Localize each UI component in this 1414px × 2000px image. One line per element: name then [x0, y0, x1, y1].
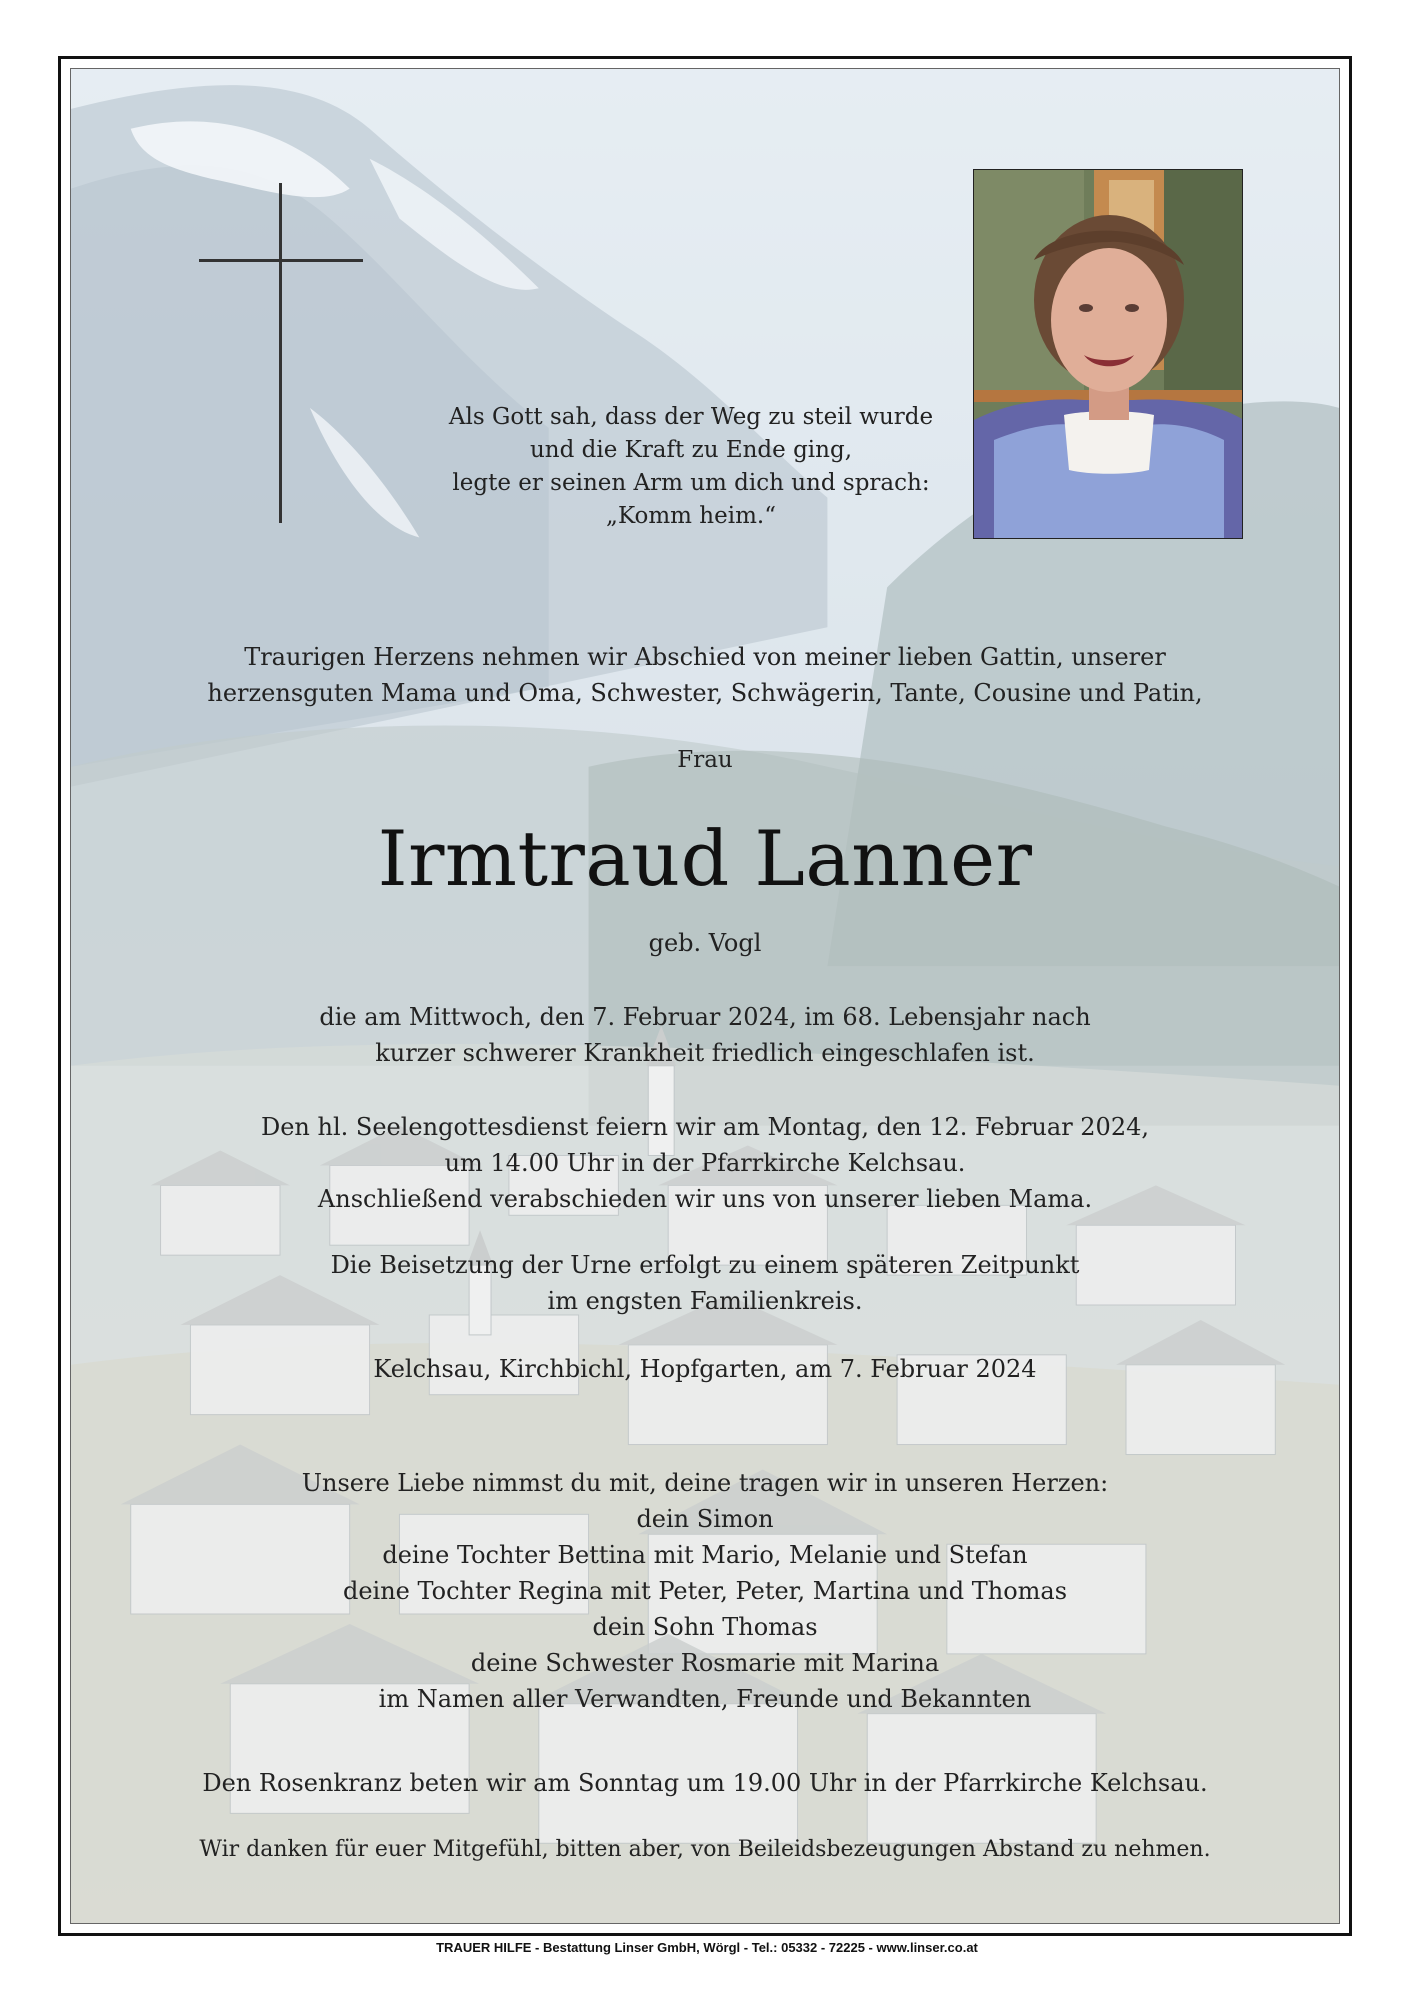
mourners-line: dein Simon	[636, 1505, 774, 1533]
requiem-line: Den hl. Seelengottesdienst feiern wir am Montag, den 12. Februar 2024,	[260, 1113, 1149, 1141]
poem-line: „Komm heim.“	[606, 503, 776, 529]
death-notice-line: die am Mittwoch, den 7. Februar 2024, im 68. Lebensjahr nach	[319, 1003, 1091, 1031]
mourners-list	[71, 1465, 1339, 1717]
mourners-line: im Namen aller Verwandten, Freunde und Bekannten	[378, 1685, 1032, 1713]
mourners-line: deine Schwester Rosmarie mit Marina	[470, 1649, 940, 1677]
intro-text	[71, 639, 1339, 711]
notice-frame	[58, 56, 1352, 1936]
mourners-line: deine Tochter Regina mit Peter, Peter, Martina und Thomas	[342, 1577, 1068, 1605]
death-notice	[71, 999, 1339, 1071]
requiem-line: Anschließend verabschieden wir uns von unserer lieben Mama.	[317, 1185, 1093, 1213]
thanks-note: Wir danken für euer Mitgefühl, bitten aber, von Beileidsbezeugungen Abstand zu nehmen.	[199, 1837, 1211, 1862]
poem-line: Als Gott sah, dass der Weg zu steil wurde	[448, 404, 934, 430]
mourners-line: dein Sohn Thomas	[592, 1613, 818, 1641]
mourners-line: deine Tochter Bettina mit Mario, Melanie und Stefan	[382, 1541, 1028, 1569]
deceased-name: Irmtraud Lanner	[377, 814, 1033, 903]
mourners-line: Unsere Liebe nimmst du mit, deine tragen wir in unseren Herzen:	[301, 1469, 1109, 1497]
poem-line: und die Kraft zu Ende ging,	[529, 437, 853, 463]
place-date: Kelchsau, Kirchbichl, Hopfgarten, am 7. Februar 2024	[373, 1355, 1037, 1383]
poem-line: legte er seinen Arm um dich und sprach:	[452, 470, 930, 496]
rosary-info: Den Rosenkranz beten wir am Sonntag um 19.00 Uhr in der Pfarrkirche Kelchsau.	[202, 1769, 1208, 1797]
birth-name: geb. Vogl	[648, 929, 762, 957]
requiem-line: um 14.00 Uhr in der Pfarrkirche Kelchsau.	[444, 1149, 966, 1177]
intro-line: Traurigen Herzens nehmen wir Abschied von meiner lieben Gattin, unserer	[244, 643, 1166, 671]
death-notice-line: kurzer schwerer Krankheit friedlich eingeschlafen ist.	[375, 1039, 1035, 1067]
intro-line: herzensguten Mama und Oma, Schwester, Schwägerin, Tante, Cousine und Patin,	[207, 679, 1203, 707]
requiem-info	[71, 1109, 1339, 1217]
notice-panel	[70, 68, 1340, 1924]
burial-info	[71, 1247, 1339, 1319]
salutation: Frau	[677, 747, 733, 773]
burial-line: im engsten Familienkreis.	[547, 1287, 863, 1315]
burial-line: Die Beisetzung der Urne erfolgt zu einem späteren Zeitpunkt	[330, 1251, 1080, 1279]
poem	[241, 401, 1141, 533]
funeral-home-footer: TRAUER HILFE - Bestattung Linser GmbH, Wörgl - Tel.: 05332 - 72225 - www.linser.co.at	[436, 1940, 978, 1955]
